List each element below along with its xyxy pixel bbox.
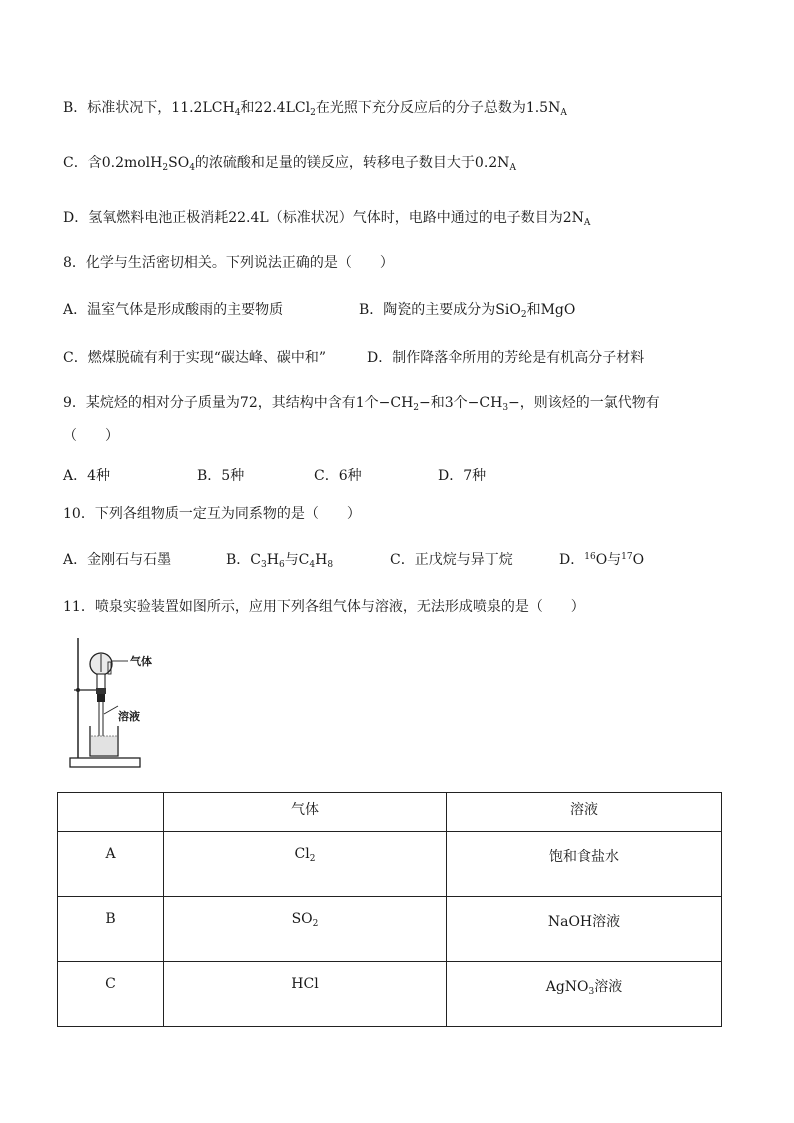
row-gas: HCl: [164, 962, 447, 1027]
q9-stem: 9．某烷烃的相对分子质量为72，其结构中含有1个$-CH_2-$和3个$-CH_3-$，则该烃的一氯代物有: [63, 395, 660, 413]
q10-option-c: C．正戊烷与异丁烷: [390, 552, 513, 568]
q10-option-a: A．金刚石与石墨: [63, 552, 172, 568]
row-label: C: [58, 962, 164, 1027]
q7-option-b: B．标准状况下，$11.2LCH_4$和22.4LCl$_2$在光照下充分反应后的分子总数为$1.5N_A$: [63, 100, 567, 118]
row-solution: AgNO$_3$溶液: [447, 962, 722, 1027]
q8-option-a: A．温室气体是形成酸雨的主要物质: [63, 302, 284, 318]
q8-stem: 8．化学与生活密切相关。下列说法正确的是（ ）: [63, 255, 394, 271]
q11-stem: 11．喷泉实验装置如图所示，应用下列各组气体与溶液，无法形成喷泉的是（ ）: [63, 599, 585, 615]
q9-stem-answer-bracket: （ ）: [63, 428, 119, 444]
table-header-solution: 溶液: [447, 793, 722, 832]
row-solution: NaOH溶液: [447, 897, 722, 962]
q7-option-d: D．氢氧燃料电池正极消耗22.4L（标准状况）气体时，电路中通过的电子数目为$2N_A$: [63, 210, 591, 228]
q8-option-c: C．燃煤脱硫有利于实现“碳达峰、碳中和”: [63, 350, 327, 366]
table-row: [58, 832, 722, 897]
q10-stem: 10．下列各组物质一定互为同系物的是（ ）: [63, 506, 361, 522]
q8-option-d: D．制作降落伞所用的芳纶是有机高分子材料: [367, 350, 645, 366]
row-gas: $SO_2$: [164, 897, 447, 962]
q9-option-d: D．7种: [438, 468, 487, 484]
table-header-blank: [58, 793, 164, 832]
q9-option-c: C．6种: [314, 468, 362, 484]
table-header-gas: 气体: [164, 793, 447, 832]
q9-option-b: B．5种: [197, 468, 245, 484]
q10-option-b: B．$C_3H_6$与$C_4H_8$: [226, 552, 334, 570]
q8-option-b: B．陶瓷的主要成分为SiO$_2$和MgO: [359, 302, 576, 320]
q11-options-table: [57, 792, 722, 1027]
q7-option-c: C．含$0.2molH_2SO_4$的浓硫酸和足量的镁反应，转移电子数目大于$0.2N_A$: [63, 155, 516, 173]
row-solution: 饱和食盐水: [447, 832, 722, 897]
table-header-row: [58, 793, 722, 832]
q9-option-a: A．4种: [63, 468, 111, 484]
row-label: B: [58, 897, 164, 962]
figure-label-gas: 气体: [130, 655, 152, 668]
row-label: A: [58, 832, 164, 897]
q10-option-d: D．$^{16}$O与$^{17}$O: [559, 552, 645, 568]
row-gas: $Cl_2$: [164, 832, 447, 897]
table-row: [58, 897, 722, 962]
fountain-apparatus-figure: [66, 634, 166, 770]
figure-label-solution: 溶液: [118, 710, 140, 723]
table-row: [58, 962, 722, 1027]
